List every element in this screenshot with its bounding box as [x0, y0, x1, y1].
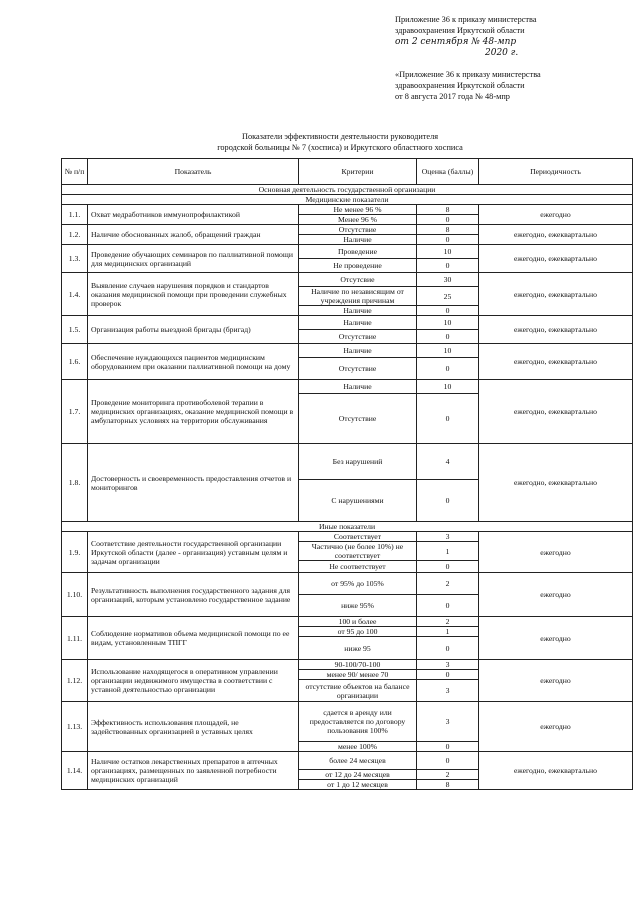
- table-row: [62, 205, 633, 215]
- table-row: [62, 380, 633, 394]
- periodicity: ежегодно, ежеквартально: [479, 444, 633, 522]
- score: 0: [417, 480, 479, 522]
- document-title: [150, 131, 530, 153]
- score: 0: [417, 670, 479, 680]
- score: 25: [417, 287, 479, 306]
- score: 0: [417, 358, 479, 380]
- table-row: [62, 532, 633, 542]
- indicator-name: Соблюдение нормативов объема медицинской помощи по ее видам, установленным ТПГГ: [88, 617, 299, 660]
- criterion: Отсутствие: [299, 330, 417, 344]
- column-header: Периодичность: [479, 159, 633, 185]
- score: 8: [417, 780, 479, 790]
- column-header: № п/п: [62, 159, 88, 185]
- score: 8: [417, 205, 479, 215]
- criterion: Не соответствует: [299, 561, 417, 573]
- periodicity: ежегодно, ежеквартально: [479, 245, 633, 273]
- table-row: [62, 225, 633, 235]
- section-title: Медицинские показатели: [62, 195, 633, 205]
- table-row: [62, 273, 633, 287]
- column-header: Оценка (баллы): [417, 159, 479, 185]
- criterion: от 1 до 12 месяцев: [299, 780, 417, 790]
- indicator-name: Наличие остатков лекарственных препаратов в аптечных организациях, размещенных по заявленной потребности медицинских организаций: [88, 752, 299, 790]
- row-number: 1.7.: [62, 380, 88, 444]
- document-header: [395, 14, 630, 103]
- score: 1: [417, 542, 479, 561]
- indicator-name: Выявление случаев нарушения порядков и стандартов оказания медицинской помощи при проведении служебных проверок: [88, 273, 299, 316]
- row-number: 1.5.: [62, 316, 88, 344]
- indicator-name: Проведение обучающих семинаров по паллиативной помощи для медицинских организаций: [88, 245, 299, 273]
- table-row: [62, 245, 633, 259]
- criterion: 100 и более: [299, 617, 417, 627]
- periodicity: ежегодно, ежеквартально: [479, 344, 633, 380]
- table-header-row: [62, 159, 633, 185]
- header-line-handwritten-year: 2020 г.: [485, 48, 519, 59]
- column-header: Критерии: [299, 159, 417, 185]
- indicator-name: Соответствие деятельности государственной организации Иркутской области (далее - организация) уставным целям и задачам организации: [88, 532, 299, 573]
- indicator-name: Результативность выполнения государственного задания для организаций, которым установлено государственное задание: [88, 573, 299, 617]
- score: 3: [417, 702, 479, 742]
- header-line: здравоохранения Иркутской области: [395, 26, 525, 36]
- score: 0: [417, 259, 479, 273]
- table-row: [62, 573, 633, 595]
- criterion: более 24 месяцев: [299, 752, 417, 770]
- periodicity: ежегодно: [479, 573, 633, 617]
- criterion: Наличие: [299, 316, 417, 330]
- criterion: Отсутствие: [299, 225, 417, 235]
- row-number: 1.6.: [62, 344, 88, 380]
- score: 0: [417, 595, 479, 617]
- score: 10: [417, 316, 479, 330]
- criterion: Отсутствие: [299, 394, 417, 444]
- section-title: Основная деятельность государственной организации: [62, 185, 633, 195]
- section-title: Иные показатели: [62, 522, 633, 532]
- periodicity: ежегодно: [479, 660, 633, 702]
- score: 0: [417, 235, 479, 245]
- table-row: [62, 617, 633, 627]
- criterion: 90-100/70-100: [299, 660, 417, 670]
- title-line: городской больницы № 7 (хосписа) и Иркутского областного хосписа: [217, 143, 463, 152]
- criterion: Отсутсвие: [299, 273, 417, 287]
- header-line: от 8 августа 2017 года № 48-мпр: [395, 92, 510, 102]
- score: 0: [417, 306, 479, 316]
- criterion: отсутствие объектов на балансе организации: [299, 680, 417, 702]
- criterion: от 95% до 105%: [299, 573, 417, 595]
- criterion: Не проведение: [299, 259, 417, 273]
- score: 0: [417, 394, 479, 444]
- criterion: от 12 до 24 месяцев: [299, 770, 417, 780]
- row-number: 1.12.: [62, 660, 88, 702]
- criterion: Наличие: [299, 306, 417, 316]
- row-number: 1.3.: [62, 245, 88, 273]
- indicator-name: Проведение мониторинга противоболевой терапии в медицинских организациях, оказание медицинской помощи в амбулаторных условиях на территории обслуживания: [88, 380, 299, 444]
- score: 10: [417, 380, 479, 394]
- section-row: [62, 522, 633, 532]
- score: 3: [417, 660, 479, 670]
- row-number: 1.4.: [62, 273, 88, 316]
- row-number: 1.11.: [62, 617, 88, 660]
- criterion: Наличие: [299, 235, 417, 245]
- indicator-name: Эффективность использования площадей, не задействованных организацией в уставных целях: [88, 702, 299, 752]
- periodicity: ежегодно: [479, 532, 633, 573]
- indicator-name: Охват медработников иммунопрофилактикой: [88, 205, 299, 225]
- score: 3: [417, 532, 479, 542]
- score: 2: [417, 617, 479, 627]
- criterion: Отсутствие: [299, 358, 417, 380]
- title-line: Показатели эффективности деятельности руководителя: [241, 132, 439, 141]
- score: 4: [417, 444, 479, 480]
- periodicity: ежегодно, ежеквартально: [479, 273, 633, 316]
- table-row: [62, 702, 633, 742]
- criterion: Проведение: [299, 245, 417, 259]
- criterion: менее 90/ менее 70: [299, 670, 417, 680]
- table-row: [62, 316, 633, 330]
- score: 0: [417, 330, 479, 344]
- row-number: 1.13.: [62, 702, 88, 752]
- criterion: Частично (не более 10%) не соответствует: [299, 542, 417, 561]
- header-line-handwritten-date: от 2 сентября № 48-мпр: [395, 36, 517, 47]
- periodicity: ежегодно, ежеквартально: [479, 316, 633, 344]
- criterion: Наличие: [299, 380, 417, 394]
- score: 10: [417, 344, 479, 358]
- score: 10: [417, 245, 479, 259]
- criterion: Менее 96 %: [299, 215, 417, 225]
- criterion: Соответствует: [299, 532, 417, 542]
- row-number: 1.8.: [62, 444, 88, 522]
- indicators-table: [61, 158, 633, 790]
- periodicity: ежегодно: [479, 205, 633, 225]
- score: 0: [417, 561, 479, 573]
- row-number: 1.9.: [62, 532, 88, 573]
- periodicity: ежегодно, ежеквартально: [479, 380, 633, 444]
- periodicity: ежегодно, ежеквартально: [479, 752, 633, 790]
- table-row: [62, 752, 633, 770]
- criterion: сдается в аренду или предоставляется по договору пользования 100%: [299, 702, 417, 742]
- score: 2: [417, 770, 479, 780]
- score: 2: [417, 573, 479, 595]
- score: 0: [417, 637, 479, 660]
- indicator-name: Достоверность и своевременность предоставления отчетов и мониторингов: [88, 444, 299, 522]
- criterion: Наличие по независящим от учреждения причинам: [299, 287, 417, 306]
- indicator-name: Наличие обоснованных жалоб, обращений граждан: [88, 225, 299, 245]
- column-header: Показатель: [88, 159, 299, 185]
- score: 0: [417, 742, 479, 752]
- row-number: 1.10.: [62, 573, 88, 617]
- score: 8: [417, 225, 479, 235]
- score: 30: [417, 273, 479, 287]
- criterion: от 95 до 100: [299, 627, 417, 637]
- criterion: С нарушениями: [299, 480, 417, 522]
- criterion: ниже 95%: [299, 595, 417, 617]
- periodicity: ежегодно, ежеквартально: [479, 225, 633, 245]
- score: 0: [417, 215, 479, 225]
- criterion: ниже 95: [299, 637, 417, 660]
- indicator-name: Использование находящегося в оперативном управлении организации недвижимого имущества в соответствии с уставной деятельностью организации: [88, 660, 299, 702]
- score: 0: [417, 752, 479, 770]
- header-line: Приложение 36 к приказу министерства: [395, 15, 537, 24]
- indicator-name: Обеспечение нуждающихся пациентов медицинским оборудованием при оказании паллиативной помощи на дому: [88, 344, 299, 380]
- row-number: 1.2.: [62, 225, 88, 245]
- table-row: [62, 444, 633, 480]
- periodicity: ежегодно: [479, 617, 633, 660]
- row-number: 1.14.: [62, 752, 88, 790]
- criterion: Без нарушений: [299, 444, 417, 480]
- score: 3: [417, 680, 479, 702]
- section-row: [62, 185, 633, 195]
- criterion: Наличие: [299, 344, 417, 358]
- periodicity: ежегодно: [479, 702, 633, 752]
- table-row: [62, 344, 633, 358]
- section-row: [62, 195, 633, 205]
- score: 1: [417, 627, 479, 637]
- criterion: Не менее 96 %: [299, 205, 417, 215]
- criterion: менее 100%: [299, 742, 417, 752]
- indicator-name: Организация работы выездной бригады (бригад): [88, 316, 299, 344]
- row-number: 1.1.: [62, 205, 88, 225]
- table-row: [62, 660, 633, 670]
- header-line: здравоохранения Иркутской области: [395, 81, 525, 91]
- header-line: «Приложение 36 к приказу министерства: [395, 69, 541, 79]
